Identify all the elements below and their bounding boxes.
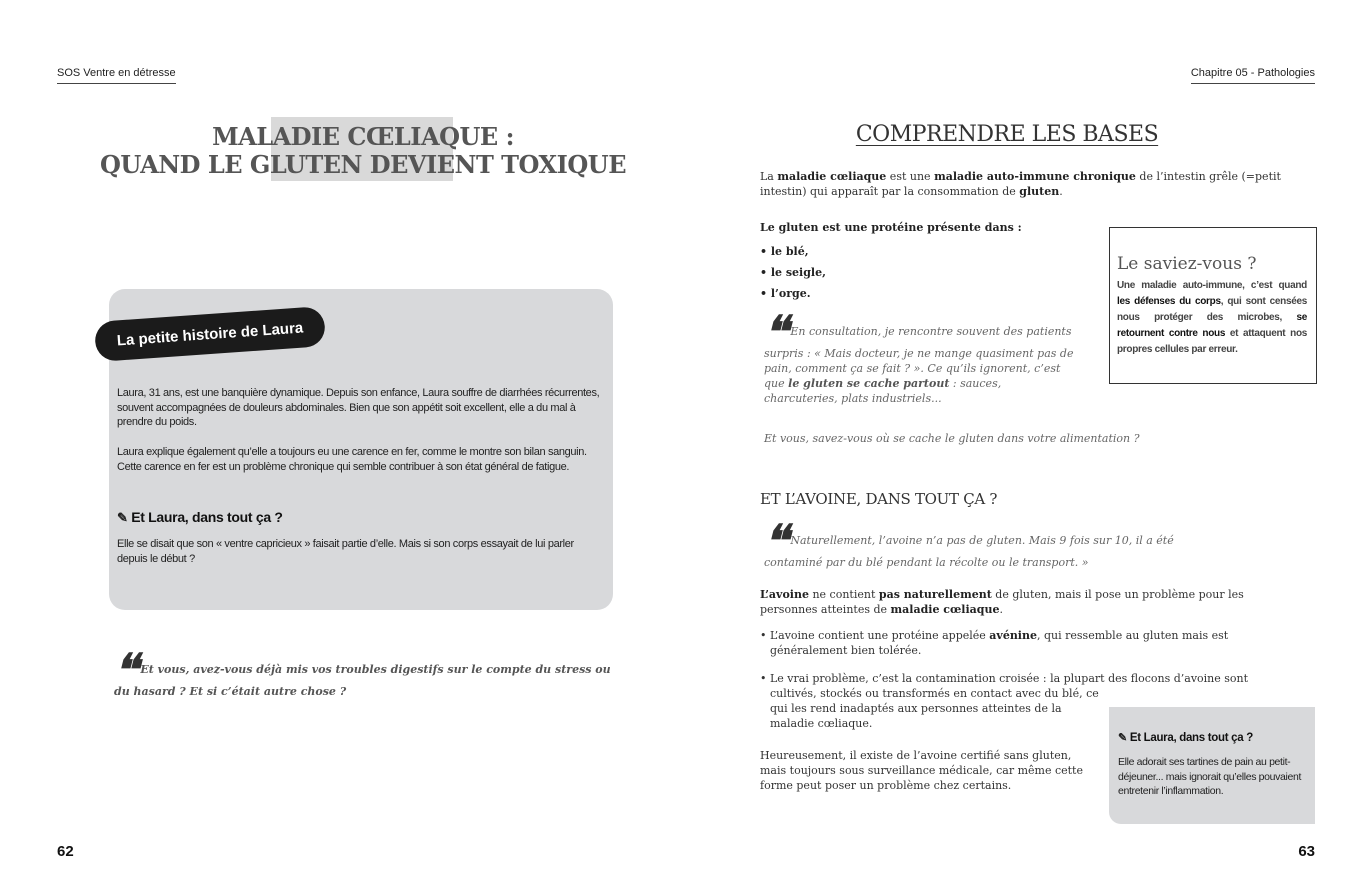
saviez-text: , qui sont censées nous protéger des microbes, [1117, 296, 1307, 323]
avoine-paragraph [760, 587, 1280, 617]
avoine-quote-text: Naturellement, l’avoine n’a pas de gluten. Mais 9 fois sur 10, il a été contaminé par du blé pendant la récolte ou le transport. » [764, 534, 1174, 569]
intro-paragraph [760, 169, 1300, 199]
intro-text: La [760, 170, 778, 183]
intro-text: . [1059, 185, 1063, 198]
consult-quote [764, 307, 1076, 406]
intro-bold: maladie cœliaque [777, 170, 887, 183]
avoine-text: ne contient [808, 588, 879, 601]
list-item: • le blé, [760, 245, 809, 258]
story-subheading-text: Et Laura, dans tout ça ? [131, 509, 283, 525]
closing-paragraph: Heureusement, il existe de l’avoine certifié sans gluten, mais toujours sous surveillance médicale, car même cette forme peut poser un problème chez certains. [760, 749, 1083, 792]
running-head-right: Chapitre 05 - Pathologies [1191, 67, 1315, 84]
quote-mark-icon: ❛❛ [764, 307, 785, 358]
laura-box-text: Elle adorait ses tartines de pain au petit-déjeuner... mais ignorait qu’elles pouvaient entretenir l’inflammation. [1118, 756, 1302, 797]
list-item: • le seigle, [760, 266, 826, 279]
avoine-heading: ET L’AVOINE, DANS TOUT ÇA ? [760, 490, 998, 508]
saviez-body [1117, 278, 1307, 358]
avoine-bold: L’avoine [760, 588, 809, 601]
story-tab: La petite histoire de Laura [94, 306, 326, 362]
intro-bold: gluten [1019, 185, 1060, 198]
quote-mark-icon: ❛❛ [114, 645, 135, 696]
saviez-bold: les défenses du corps [1117, 296, 1221, 307]
laura-box [1109, 707, 1315, 824]
saviez-text: et attaquent nos propres cellules par erreur. [1117, 328, 1308, 355]
avoine-quote [764, 516, 1184, 570]
bullet-2-line-1: • Le vrai problème, c’est la contamination croisée : la plupart des flocons d’avoine sont [760, 672, 1249, 685]
avoine-text: de gluten, mais il pose un problème pour les personnes atteintes de [760, 588, 1244, 616]
left-quote-text: Et vous, avez-vous déjà mis vos troubles digestifs sur le compte du stress ou du hasard ? Et si c’était autre chose ? [114, 663, 611, 698]
question-line: Et vous, savez-vous où se cache le gluten dans votre alimentation ? [764, 432, 1140, 445]
saviez-title: Le saviez-vous ? [1117, 254, 1257, 274]
pin-icon: ✎ [1118, 732, 1127, 744]
intro-bold: maladie auto-immune chronique [934, 170, 1136, 183]
avoine-bold: pas naturellement [878, 588, 992, 601]
title-line-1: MALADIE CŒLIAQUE : [212, 122, 514, 151]
list-item: • l’orge. [760, 287, 811, 300]
quote-mark-icon: ❛❛ [764, 516, 785, 567]
story-paragraph-3: Elle se disait que son « ventre capricieux » faisait partie d’elle. Mais si son corps essayait de lui parler depuis le début ? [117, 538, 574, 565]
story-subheading [117, 509, 283, 526]
intro-text: est une [886, 170, 935, 183]
saviez-bold: se retournent contre nous [1117, 312, 1307, 339]
story-paragraph-1: Laura, 31 ans, est une banquière dynamique. Depuis son enfance, Laura souffre de diarrhées récurrentes, souvent accompagnées de douleurs abdominales. Bien que son appétit soit excellent, elle a du mal à prendre du poids. [117, 387, 600, 428]
avoine-bold: maladie cœliaque [890, 603, 1000, 616]
laura-box-heading [1118, 731, 1253, 744]
consult-quote-text: En consultation, je rencontre souvent des patients surpris : « Mais docteur, je ne mange quasiment pas de pain, comment ça se fait ? ». Ce qu’ils ignorent, c’est que [764, 325, 1074, 390]
gluten-heading: Le gluten est une protéine présente dans : [760, 221, 1022, 234]
story-paragraph-2: Laura explique également qu’elle a toujours eu une carence en fer, comme le montre son bilan sanguin. Cette carence en fer est un problème chronique qui semble contribuer à son état général de fatigue. [117, 446, 587, 473]
consult-quote-bold: le gluten se cache partout [788, 377, 950, 390]
section-heading: COMPRENDRE LES BASES [855, 122, 1159, 147]
bullet-bold: avénine [989, 629, 1037, 642]
bullet-1 [760, 628, 1280, 658]
page-number-right: 63 [1298, 843, 1315, 860]
left-quote [114, 645, 614, 699]
gluten-list [760, 241, 826, 304]
saviez-text: Une maladie auto-immune, c’est quand [1117, 280, 1307, 291]
laura-box-heading-text: Et Laura, dans tout ça ? [1129, 732, 1253, 744]
bullet-text: , qui ressemble au gluten mais est généralement bien tolérée. [770, 629, 1229, 657]
saviez-box [1109, 227, 1317, 384]
consult-quote-text: : sauces, charcuteries, plats industriels... [764, 377, 1002, 405]
bullet-2-rest: cultivés, stockés ou transformés en contact avec du blé, ce qui les rend inadaptés aux personnes atteintes de la maladie cœliaque. [770, 687, 1099, 730]
bullet-text: • L’avoine contient une protéine appelée [760, 629, 990, 642]
page-title [57, 123, 669, 179]
page-number-left: 62 [57, 843, 74, 860]
running-head-left: SOS Ventre en détresse [57, 67, 176, 84]
title-line-2: QUAND LE GLUTEN DEVIENT TOXIQUE [100, 150, 626, 179]
intro-text: de l’intestin grêle (=petit intestin) qui apparaît par la consommation de [760, 170, 1281, 198]
avoine-text: . [999, 603, 1003, 616]
pin-icon: ✎ [117, 510, 128, 525]
